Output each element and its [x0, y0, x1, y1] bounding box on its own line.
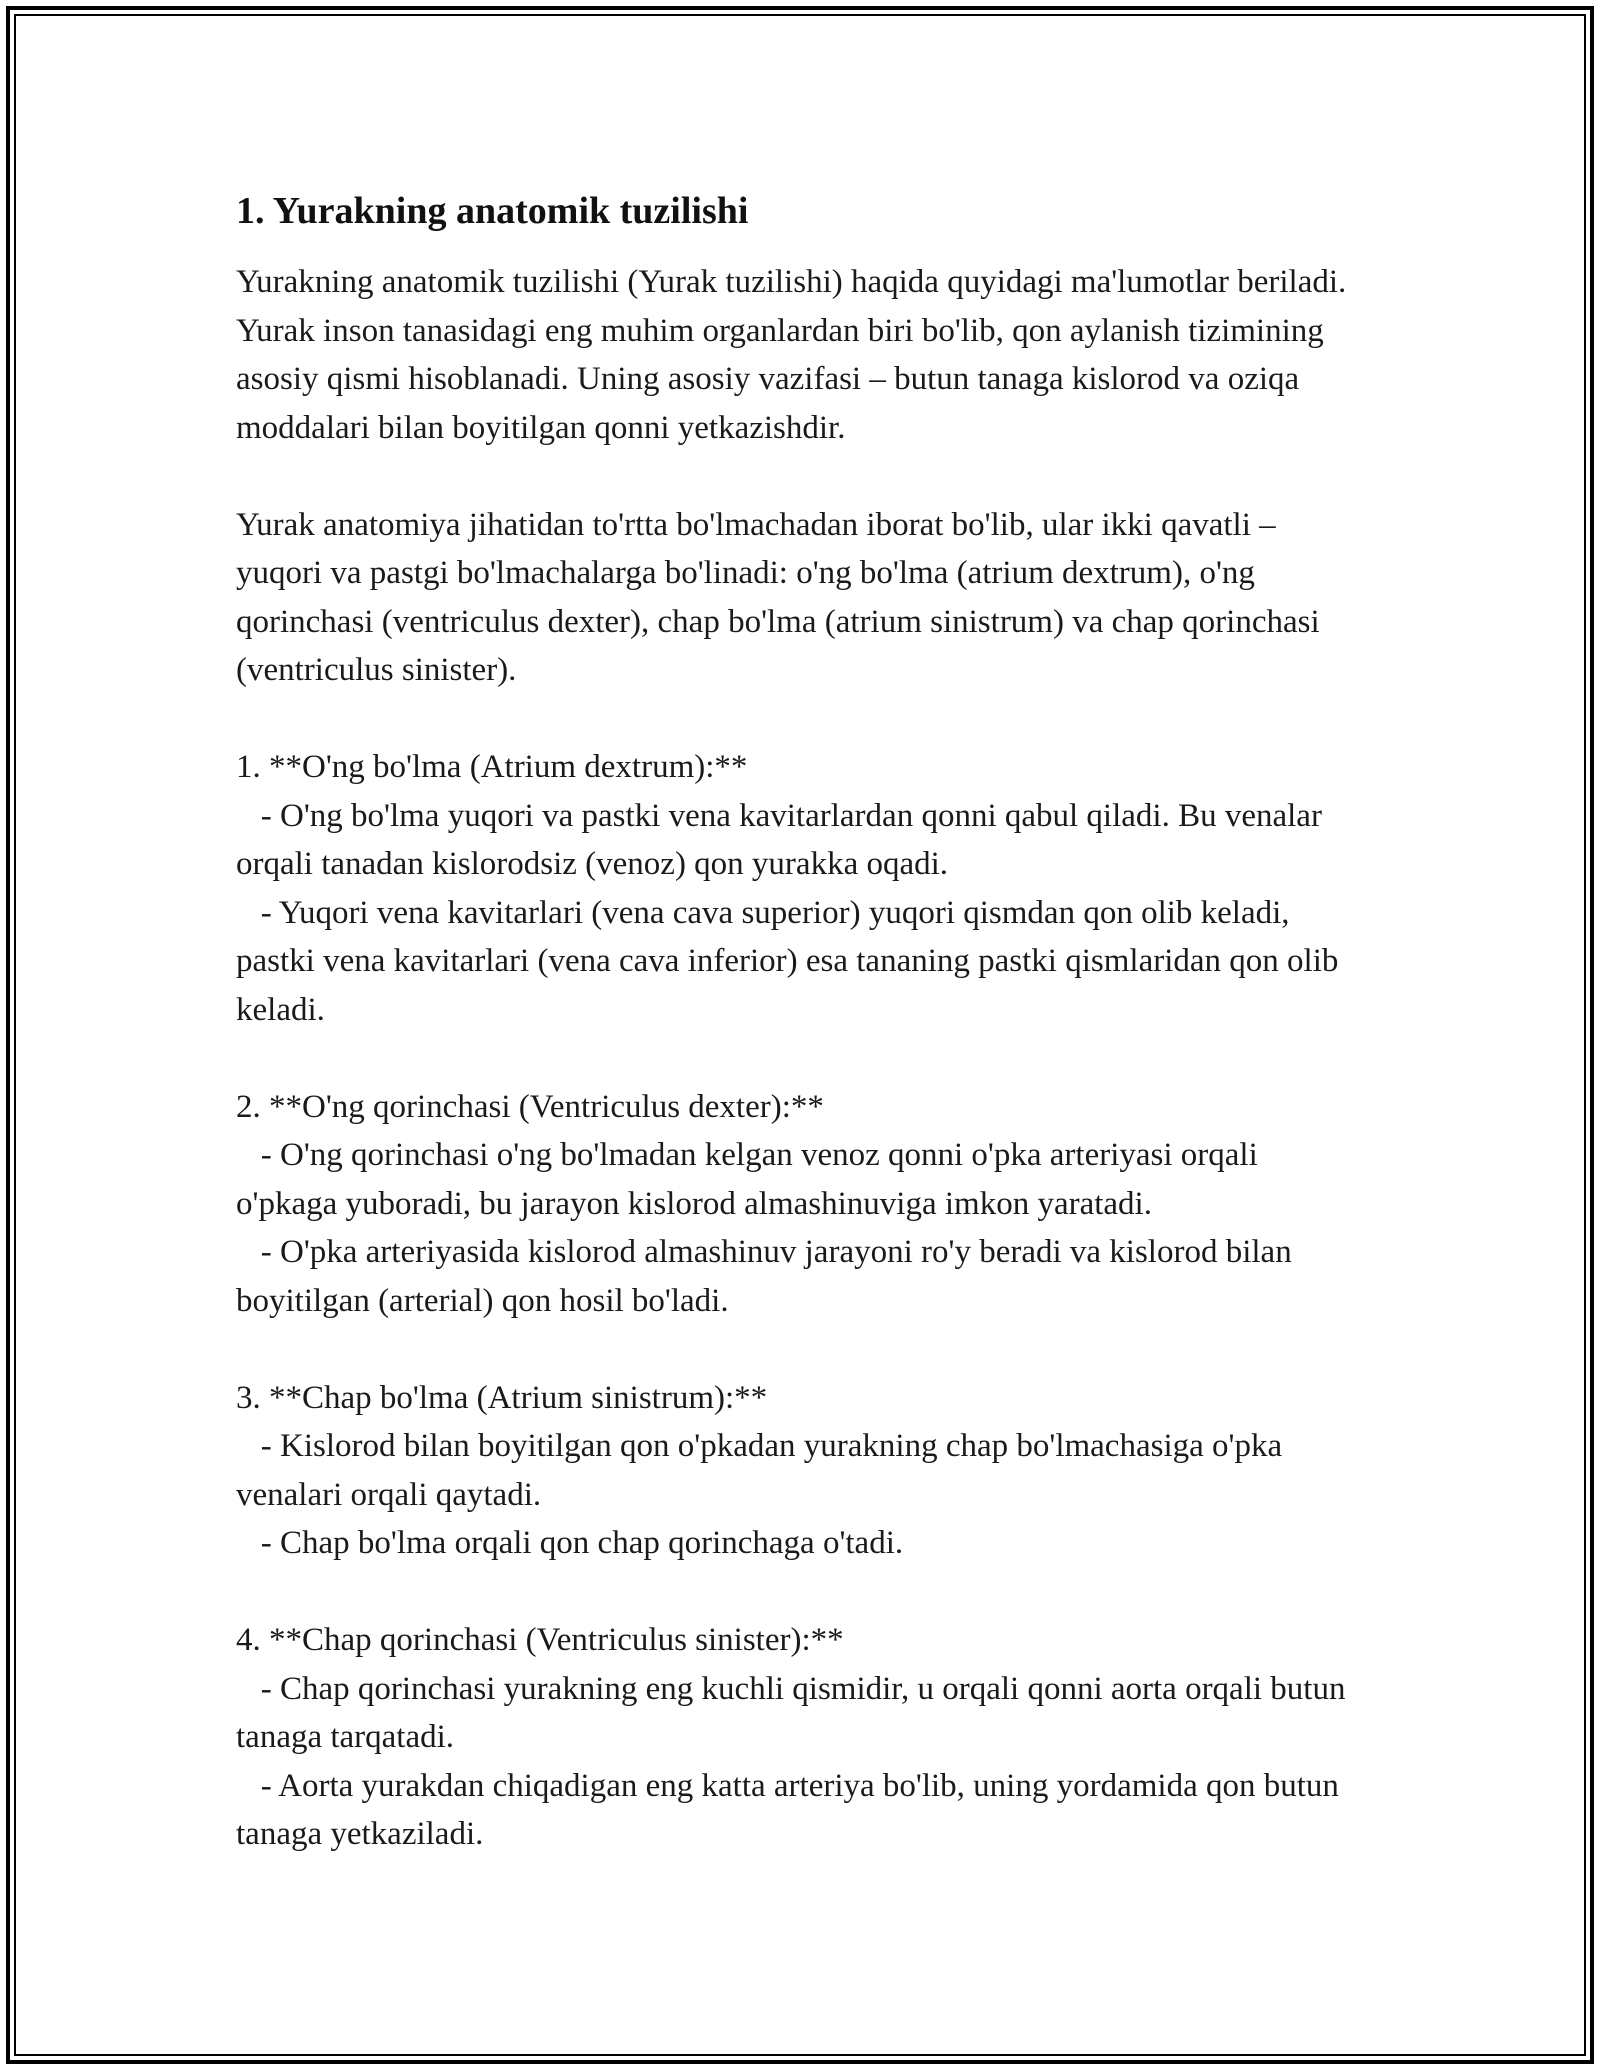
- paragraph-spacer: [236, 1034, 1366, 1083]
- section-heading: 1. **O'ng bo'lma (Atrium dextrum):**: [236, 749, 748, 785]
- document-title: 1. Yurakning anatomik tuzilishi: [236, 190, 749, 232]
- paragraph-spacer: [236, 452, 1366, 501]
- section-heading: 2. **O'ng qorinchasi (Ventriculus dexter):**: [236, 1088, 824, 1125]
- paragraph-spacer: [236, 695, 1366, 744]
- section-right-ventricle: [236, 1083, 1366, 1326]
- section-left-ventricle: [236, 1616, 1366, 1859]
- section-bullet: - Kislorod bilan boyitilgan qon o'pkadan yurakning chap bo'lmachasiga o'pka venalari orqali qaytadi.: [236, 1428, 1291, 1513]
- chambers-paragraph: Yurak anatomiya jihatidan to'rtta bo'lmachadan iborat bo'lib, ular ikki qavatli – yuqori va pastgi bo'lmachalarga bo'linadi: o'ng bo'lma (atrium dextrum), o'ng qorinchasi (ventriculus dexter), chap bo'lma (atrium sinistrum) va chap qorinchasi (ventriculus sinister).: [236, 506, 1328, 688]
- section-bullet: - O'ng qorinchasi o'ng bo'lmadan kelgan venoz qonni o'pka arteriyasi orqali o'pkaga yuboradi, bu jarayon kislorod almashinuviga imkon yaratadi.: [236, 1137, 1267, 1222]
- section-bullet: - O'pka arteriyasida kislorod almashinuv jarayoni ro'y beradi va kislorod bilan boyitilgan (arterial) qon hosil bo'ladi.: [236, 1234, 1300, 1319]
- section-bullet: - O'ng bo'lma yuqori va pastki vena kavitarlardan qonni qabul qiladi. Bu venalar orqali tanadan kislorodsiz (venoz) qon yurakka oqadi.: [236, 797, 1331, 882]
- section-bullet: - Chap qorinchasi yurakning eng kuchli qismidir, u orqali qonni aorta orqali butun tanaga tarqatadi.: [236, 1670, 1354, 1755]
- paragraph-spacer: [236, 1325, 1366, 1374]
- paragraph-spacer: [236, 1568, 1366, 1617]
- section-bullet: - Aorta yurakdan chiqadigan eng katta arteriya bo'lib, uning yordamida qon butun tanaga yetkaziladi.: [236, 1767, 1348, 1852]
- section-bullet: - Chap bo'lma orqali qon chap qorinchaga o'tadi.: [236, 1525, 904, 1561]
- section-bullet: - Yuqori vena kavitarlari (vena cava superior) yuqori qismdan qon olib keladi, pastki vena kavitarlari (vena cava inferior) esa tananing pastki qismlaridan qon olib keladi.: [236, 894, 1347, 1028]
- section-right-atrium: [236, 743, 1366, 1034]
- intro-paragraph: Yurakning anatomik tuzilishi (Yurak tuzilishi) haqida quyidagi ma'lumotlar beriladi. Yurak inson tanasidagi eng muhim organlardan biri bo'lib, qon aylanish tizimining asosiy qismi hisoblanadi. Uning asosiy vazifasi – butun tanaga kislorod va oziqa moddalari bilan boyitilgan qonni yetkazishdir.: [236, 264, 1354, 446]
- section-heading: 4. **Chap qorinchasi (Ventriculus sinister):**: [236, 1622, 844, 1658]
- document-body: [236, 186, 1366, 1859]
- section-heading: 3. **Chap bo'lma (Atrium sinistrum):**: [236, 1379, 768, 1416]
- section-left-atrium: [236, 1374, 1366, 1568]
